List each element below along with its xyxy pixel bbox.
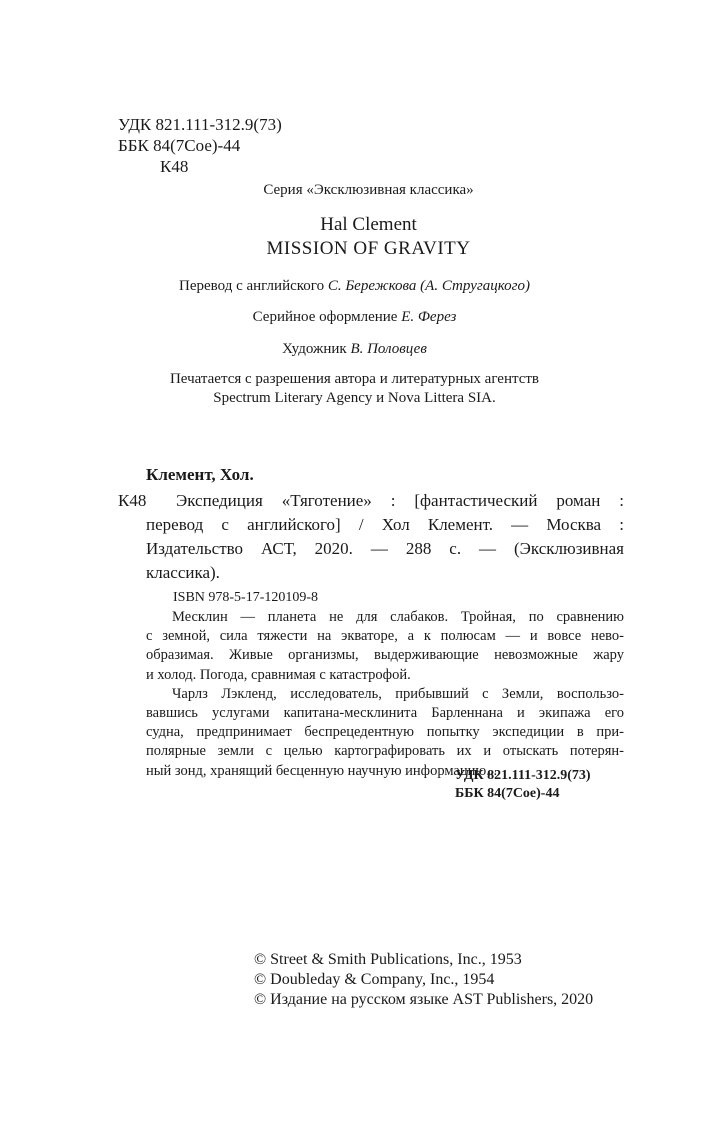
catalog-line-1: Экспедиция «Тяготение» : [фантастический роман : [176,491,624,510]
catalog-line-4: классика). [146,563,220,582]
copyright-line-1: © Street & Smith Publications, Inc., 1953 [254,951,522,968]
translation-prefix: Перевод с английского [179,278,328,294]
artist-prefix: Художник [282,341,351,357]
annotation-line: с земной, сила тяжести на экваторе, а к полюсам — и вовсе нево- [146,628,624,645]
design-prefix: Серийное оформление [252,309,402,325]
author-mark: К48 [160,157,189,176]
translator-name: С. Бережкова (А. Стругацкого) [327,278,530,294]
artist-name: В. Половцев [350,341,427,357]
annotation-line: судна, предпринимает беспрецедентную попытку экспедиции в при- [146,724,624,741]
permission-line-2: Spectrum Literary Agency и Nova Littera SIA. [213,390,496,406]
translation-credit [0,278,709,295]
design-credit [0,309,709,326]
annotation-line: вавшись услугами капитана-месклинита Барленнана и экипажа его [146,705,624,722]
catalog-line-3: Издательство АСТ, 2020. — 288 с. — (Эксклюзивная [146,539,624,558]
original-author: Hal Clement [320,214,417,235]
artist-credit [0,341,709,358]
catalog-heading: Клемент, Хол. [146,465,254,484]
annotation-line: Месклин — планета не для слабаков. Тройная, по сравнению [172,609,624,625]
annotation [146,608,624,781]
annotation-line: образимая. Живые организмы, выдерживающие невозможные жару [146,647,624,664]
bbk-code: ББК 84(7Сое)-44 [118,136,241,155]
annotation-line: Чарлз Лэкленд, исследователь, прибывший с Земли, воспользо- [172,685,624,702]
udk-code-bottom: УДК 821.111-312.9(73) [455,768,591,783]
permission-line-1: Печатается с разрешения автора и литературных агентств [169,371,540,387]
catalog-mark: К48 [118,491,147,510]
designer-name: Е. Ферез [401,309,457,325]
catalog-line-2: перевод с английского] / Хол Клемент. — Москва : [146,515,624,534]
bbk-code-bottom: ББК 84(7Сое)-44 [455,786,560,801]
annotation-line: полярные земли с целью картографировать их и отыскать потерян- [146,743,624,760]
copyright-line-2: © Doubleday & Company, Inc., 1954 [254,971,495,988]
isbn: ISBN 978-5-17-120109-8 [173,590,319,605]
series-line: Серия «Эксклюзивная классика» [263,182,474,198]
original-title: MISSION OF GRAVITY [266,238,471,259]
copyright-line-3: © Издание на русском языке AST Publishers, 2020 [254,991,594,1008]
annotation-line: и холод. Погода, сравнимая с катастрофой. [146,666,411,683]
annotation-line: ный зонд, хранящий бесценную научную информацию... [146,762,498,779]
udk-code: УДК 821.111-312.9(73) [118,115,282,134]
